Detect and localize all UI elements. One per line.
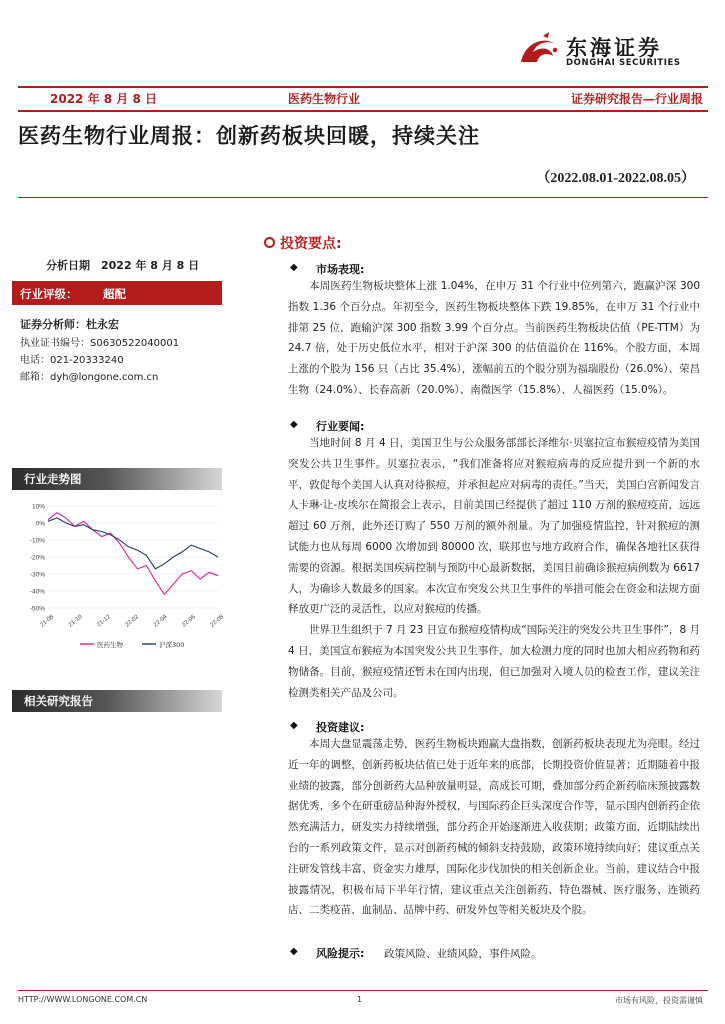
trend-section-title: 行业走势图	[24, 472, 82, 486]
investment-advice-title: 投资建议:	[316, 721, 365, 734]
footer-divider	[18, 990, 708, 991]
x-tick-label: 22-06	[181, 613, 197, 629]
series-line-2	[48, 518, 218, 569]
x-tick-label: 22-08	[209, 613, 226, 629]
y-tick-label: 10%	[31, 503, 45, 511]
market-performance-title: 市场表现:	[316, 263, 365, 276]
diamond-bullet-icon: ◆	[290, 946, 298, 957]
x-tick-label: 22-04	[152, 613, 169, 629]
diamond-bullet-icon: ◆	[290, 262, 298, 273]
logo-chinese-name: 东海证券	[566, 35, 662, 60]
license-number: 执业证书编号：S0630522040001	[20, 338, 180, 349]
y-tick-label: -20%	[29, 554, 45, 562]
legend-label: 沪深300	[159, 641, 185, 649]
analysis-date: 分析日期 2022 年 8 月 8 日	[46, 259, 200, 272]
investment-highlights-heading: 投资要点:	[280, 236, 342, 252]
x-tick-label: 21-08	[39, 613, 56, 629]
dragon-logo-icon	[515, 30, 563, 70]
target-icon	[264, 237, 275, 248]
industry-news-title: 行业要闻:	[316, 420, 365, 433]
x-tick-label: 21-10	[67, 613, 84, 629]
analyst-name: 证券分析师：杜永宏	[20, 318, 119, 331]
footer-website-link[interactable]: HTTP://WWW.LONGONE.COM.CN	[18, 995, 148, 1004]
phone-number: 电话：021-20333240	[20, 355, 124, 366]
y-tick-label: 0%	[35, 520, 45, 528]
industry-label: 医药生物行业	[288, 92, 361, 106]
report-period: （2022.08.01-2022.08.05）	[536, 171, 695, 186]
title-divider	[18, 197, 708, 198]
industry-news-paragraph-1: 当地时间 8 月 4 日，美国卫生与公众服务部部长泽维尔·贝塞拉宣布猴痘疫情为美国突发公共卫生事件。贝塞拉表示，“我们准备将应对猴痘病毒的反应提升到一个新的水平，敦促每个美国人认真对待猴痘，并承担起应对病毒的责任。”当天，美国白宫新闻发言人卡琳·让-皮埃尔在简报会上表示，目前美国已经提供了超过 110 万剂的猴痘疫苗，远远超过 60 万剂，此外还订购了 550 万剂的额外剂量。为了加强疫情监控，针对猴痘的测试能力也从每周 6000 次增加到 80000 次，联邦也与地方政府合作，确保各地社区获得需要的资源。根据美国疾病控制与预防中心最新数据，美国目前确诊猴痘病例数为 6617 人，为确诊人数最多的国家。本次宣布突发公共卫生事件的举措可能会在资金和法规方面释放更广泛的灵活性，以应对猴痘的传播。	[288, 437, 700, 616]
risk-disclaimer: 市场有风险，投资需谨慎	[615, 996, 703, 1005]
report-title: 医药生物行业周报：创新药板块回暖，持续关注	[18, 123, 480, 148]
market-performance-text	[288, 276, 700, 401]
x-tick-label: 22-02	[124, 613, 141, 629]
y-tick-label: -40%	[29, 588, 45, 596]
industry-trend-chart	[18, 498, 226, 656]
page-number: 1	[357, 995, 363, 1004]
logo-english-name: DONGHAI SECURITIES	[566, 58, 681, 68]
rating-label: 行业评级：	[20, 287, 78, 301]
y-tick-label: -50%	[29, 605, 45, 613]
report-type: 证券研究报告—行业周报	[570, 92, 703, 106]
report-date: 2022 年 8 月 8 日	[50, 92, 157, 106]
industry-news-paragraph-2: 世界卫生组织于 7 月 23 日宣布猴痘疫情构成“国际关注的突发公共卫生事件”，8 月 4 日，美国宣布猴痘为本国突发公共卫生事件，加大检测力度的同时也加大相应药物和药物储备。目前，猴痘疫情还暂未在国内出现，但已加强对入境人员的检查工作，建议关注检测类相关产品及公司。	[288, 624, 700, 699]
rating-value: 超配	[103, 287, 126, 301]
market-performance-paragraph: 本周医药生物板块整体上涨 1.04%，在申万 31 个行业中位列第六，跑赢沪深 300 指数 1.36 个百分点。年初至今，医药生物板块整体下跌 19.85%，在申万 31 个行业中排第 25 位，跑输沪深 300 指数 3.99 个百分点。当前医药生物板块估值（PE-TTM）为 24.7 倍，处于历史低位水平，相对于沪深 300 的估值溢价在 116%。个股方面，本周上涨的个股为 156 只（占比 35.4%），涨幅前五的个股分别为福瑞股份（26.0%）、荣昌生物（24.0%）、长春高新（20.0%）、南微医学（15.8%）、人福医药（15.0%）。	[288, 280, 700, 396]
diamond-bullet-icon: ◆	[290, 419, 298, 430]
legend-label: 医药生物	[97, 641, 123, 649]
y-tick-label: -30%	[29, 571, 45, 579]
x-tick-label: 21-12	[96, 613, 112, 629]
risk-warning-text: 政策风险、业绩风险，事件风险。	[384, 948, 542, 960]
y-tick-label: -10%	[29, 537, 45, 545]
diamond-bullet-icon: ◆	[290, 720, 298, 731]
email-address[interactable]: 邮箱：dyh@longone.com.cn	[20, 372, 159, 383]
risk-warning-title: 风险提示:	[316, 947, 365, 960]
related-research-title: 相关研究报告	[24, 694, 93, 708]
trend-section-header	[12, 468, 222, 490]
series-line-1	[48, 513, 218, 595]
investment-advice-paragraph: 本周大盘显震荡走势，医药生物板块跑赢大盘指数，创新药板块表现尤为亮眼。经过近一年的调整，创新药板块估值已处于近年来的底部，长期投资价值显著；近期随着中报业绩的披露，部分创新药大品种放量明显，高成长可期，叠加部分药企新药临床预披露数据优秀，多个在研重磅品种海外授权，与国际药企巨头深度合作等，显示国内创新药企依然充满活力，研发实力持续增强，部分药企开始逐渐进入收获期；政策方面，近期陆续出台的一系列政策文件，显示对创新药械的倾斜支持鼓励，政策环境持续向好；建议重点关注研发管线丰富、资金实力雄厚，国际化步伐加快的相关创新企业。当前，建议结合中报披露情况，积极布局下半年行情，建议重点关注创新药、特色器械、医疗服务、连锁药店、二类疫苗、血制品、品牌中药、研发外包等相关板块及个股。	[288, 738, 700, 917]
industry-news-text	[288, 433, 700, 703]
investment-advice-text	[288, 734, 700, 921]
related-research-header	[12, 690, 222, 712]
